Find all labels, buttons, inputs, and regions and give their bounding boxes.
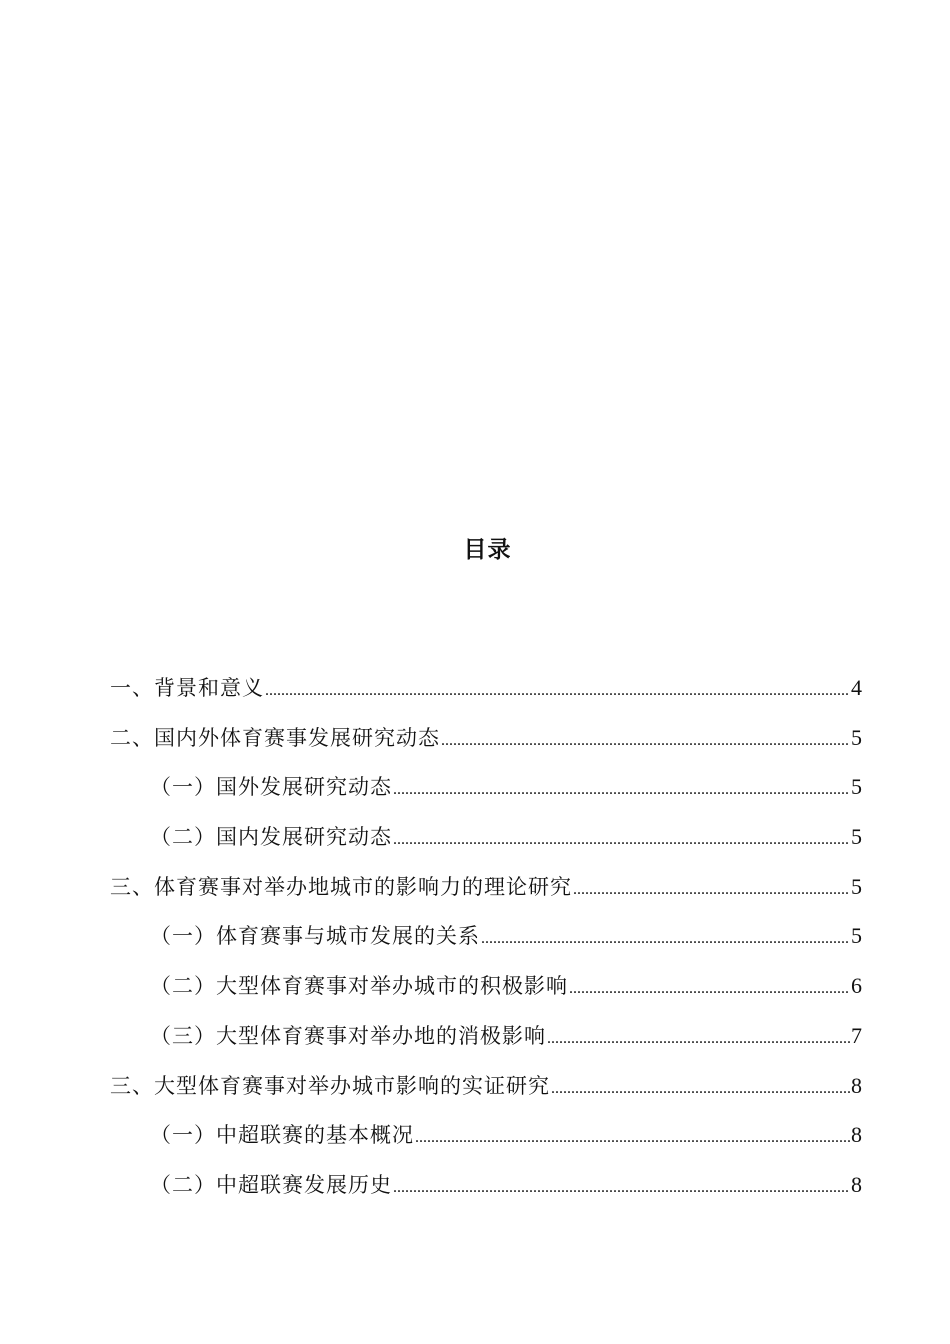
- toc-entry-text: （一）体育赛事与城市发展的关系: [150, 924, 480, 949]
- toc-page-number: 8: [851, 1171, 862, 1197]
- dot-leader: [481, 924, 850, 954]
- dot-leader: [573, 875, 850, 905]
- toc-entry-text: （三）大型体育赛事对举办地的消极影响: [150, 1023, 546, 1048]
- toc-entry-text: 二、国内外体育赛事发展研究动态: [110, 725, 440, 750]
- toc-page-number: 5: [851, 774, 862, 800]
- toc-page-number: 5: [851, 824, 862, 850]
- toc-page-number: 5: [851, 724, 862, 750]
- toc-page-number: 7: [851, 1022, 862, 1048]
- dot-leader: [569, 974, 850, 1004]
- dot-leader: [547, 1024, 850, 1054]
- toc-page-number: 8: [851, 1072, 862, 1098]
- dot-leader: [393, 825, 850, 855]
- toc-entry-text: 三、大型体育赛事对举办城市影响的实证研究: [110, 1073, 550, 1098]
- toc-page-number: 5: [851, 923, 862, 949]
- dot-leader: [551, 1074, 850, 1104]
- toc-page-number: 5: [851, 873, 862, 899]
- toc-entry-text: （二）大型体育赛事对举办城市的积极影响: [150, 974, 568, 999]
- toc-entry-domestic-research[interactable]: [110, 822, 862, 872]
- toc-entry-background[interactable]: [110, 673, 862, 723]
- toc-entry-research-status[interactable]: [110, 723, 862, 773]
- toc-page-number: 6: [851, 973, 862, 999]
- toc-entry-text: （二）中超联赛发展历史: [150, 1172, 392, 1197]
- toc-entry-positive-impact[interactable]: [110, 971, 862, 1021]
- dot-leader: [393, 1173, 850, 1203]
- toc-entry-negative-impact[interactable]: [110, 1021, 862, 1071]
- dot-leader: [393, 775, 850, 805]
- toc-title: 目录: [463, 537, 512, 563]
- dot-leader: [441, 726, 850, 756]
- dot-leader: [415, 1123, 850, 1153]
- toc-entry-text: 三、体育赛事对举办地城市的影响力的理论研究: [110, 874, 572, 899]
- toc-entry-events-city-relationship[interactable]: [110, 921, 862, 971]
- toc-page-number: 8: [851, 1122, 862, 1148]
- table-of-contents: [110, 673, 862, 1220]
- toc-entry-csl-history[interactable]: [110, 1170, 862, 1220]
- toc-entry-text: 一、背景和意义: [110, 676, 264, 700]
- toc-page-number: 4: [851, 675, 862, 700]
- toc-entry-empirical-research[interactable]: [110, 1071, 862, 1121]
- toc-entry-text: （一）中超联赛的基本概况: [150, 1123, 414, 1148]
- toc-entry-theory-research[interactable]: [110, 872, 862, 922]
- toc-entry-text: （一）国外发展研究动态: [150, 775, 392, 800]
- toc-entry-text: （二）国内发展研究动态: [150, 825, 392, 850]
- toc-entry-csl-overview[interactable]: [110, 1120, 862, 1170]
- toc-entry-foreign-research[interactable]: [110, 772, 862, 822]
- dot-leader: [265, 676, 850, 706]
